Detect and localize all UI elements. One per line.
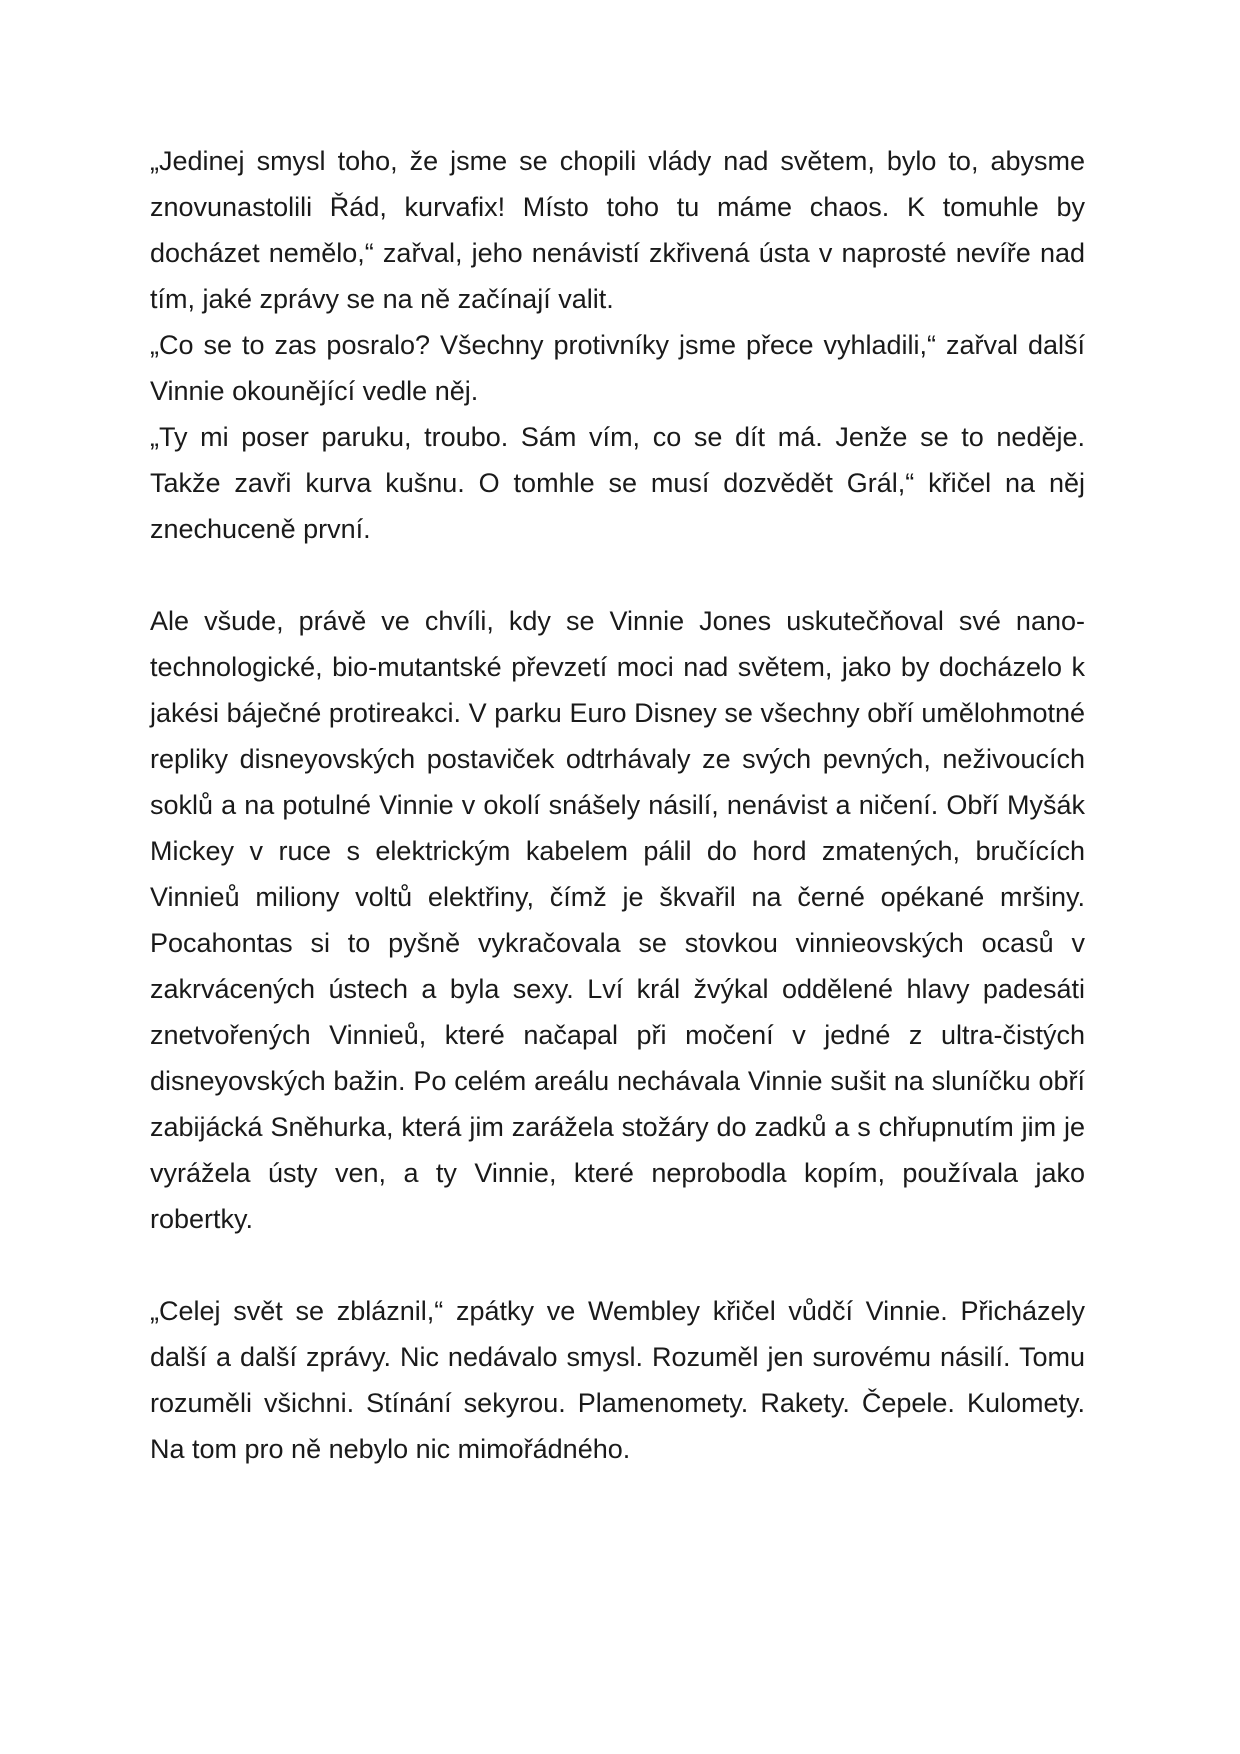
section-dialogue (150, 138, 1085, 552)
paragraph: „Jedinej smysl toho, že jsme se chopili vlády nad světem, bylo to, abysme znovunastolili Řád, kurvafix! Místo toho tu máme chaos. K tomuhle by docházet nemělo,“ zařval, jeho nenávistí zkřivená ústa v naprosté nevíře nad tím, jaké zprávy se na ně začínají valit. (150, 146, 1085, 314)
paragraph: „Co se to zas posralo? Všechny protivníky jsme přece vyhladili,“ zařval další Vinnie okounějící vedle něj. (150, 330, 1085, 406)
section-narrative (150, 598, 1085, 1242)
paragraph: Ale všude, právě ve chvíli, kdy se Vinnie Jones uskutečňoval své nano-technologické, bio-mutantské převzetí moci nad světem, jako by docházelo k jakési báječné protireakci. V parku Euro Disney se všechny obří umělohmotné repliky disneyovských postaviček odtrhávaly ze svých pevných, neživoucích soklů a na potulné Vinnie v okolí snášely násilí, nenávist a ničení. Obří Myšák Mickey v ruce s elektrickým kabelem pálil do hord zmatených, bručících Vinnieů miliony voltů elektřiny, čímž je škvařil na černé opékané mršiny. Pocahontas si to pyšně vykračovala se stovkou vinnieovských ocasů v zakrvácených ústech a byla sexy. Lví král žvýkal oddělené hlavy padesáti znetvořených Vinnieů, které načapal při močení v jedné z ultra-čistých disneyovských bažin. Po celém areálu nechávala Vinnie sušit na sluníčku obří zabijácká Sněhurka, která jim zarážela stožáry do zadků a s chřupnutím jim je vyrážela ústy ven, a ty Vinnie, které neprobodla kopím, používala jako robertky. (150, 606, 1085, 1234)
section-closing (150, 1288, 1085, 1472)
paragraph: „Celej svět se zbláznil,“ zpátky ve Wembley křičel vůdčí Vinnie. Přicházely další a další zprávy. Nic nedávalo smysl. Rozuměl jen surovému násilí. Tomu rozuměli všichni. Stínání sekyrou. Plamenomety. Rakety. Čepele. Kulomety. Na tom pro ně nebylo nic mimořádného. (150, 1296, 1085, 1464)
body-text (150, 138, 1085, 1472)
paragraph: „Ty mi poser paruku, troubo. Sám vím, co se dít má. Jenže se to neděje. Takže zavři kurva kušnu. O tomhle se musí dozvědět Grál,“ křičel na něj znechuceně první. (150, 422, 1085, 544)
